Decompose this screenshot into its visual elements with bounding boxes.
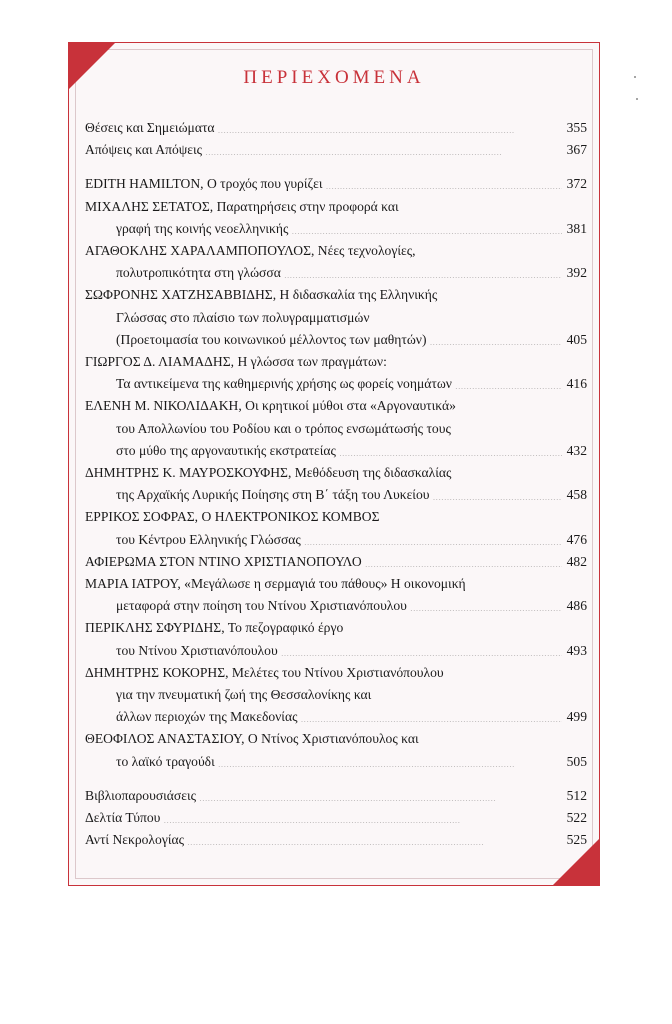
page-number: 499 — [566, 709, 587, 725]
toc-entry-line — [85, 240, 587, 262]
dot-leader — [199, 787, 562, 801]
toc-entry-line — [85, 751, 587, 773]
page-number: 522 — [566, 810, 587, 826]
dot-leader — [429, 331, 562, 345]
toc-entry-line — [85, 395, 587, 417]
contents-panel — [68, 42, 600, 886]
page-number: 367 — [566, 142, 587, 158]
toc-entry-line — [85, 329, 587, 351]
page-title: ΠΕΡΙΕΧΟΜΕΝΑ — [243, 67, 425, 88]
toc-entry-line — [85, 196, 587, 218]
dot-leader — [410, 597, 562, 611]
toc-entry-line — [85, 462, 587, 484]
toc-entry-line — [85, 807, 587, 829]
toc-entry-text: γραφή της κοινής νεοελληνικής — [116, 220, 289, 236]
toc-entry-line — [85, 662, 587, 684]
toc-entry[interactable] — [85, 617, 587, 661]
dot-leader — [291, 220, 562, 234]
toc-entry[interactable] — [85, 351, 587, 395]
toc-entry[interactable] — [85, 785, 587, 807]
toc-entry-text: Γλώσσας στο πλαίσιο των πολυγραμματισμών — [116, 309, 370, 325]
toc-entry[interactable] — [85, 829, 587, 851]
page-number: 486 — [566, 598, 587, 614]
dot-leader — [326, 175, 563, 189]
toc-entry-text: ΕΛΕΝΗ Μ. ΝΙΚΟΛΙΔΑΚΗ, Οι κρητικοί μύθοι στα «Αργοναυτικά» — [85, 398, 456, 414]
page-number: 458 — [566, 487, 587, 503]
page-number: 416 — [566, 376, 587, 392]
page-number: 355 — [566, 120, 587, 135]
toc-entry-text: ΑΦΙΕΡΩΜΑ ΣΤΟΝ ΝΤΙΝΟ ΧΡΙΣΤΙΑΝΟΠΟΥΛΟ — [85, 553, 362, 569]
section-spacer — [85, 161, 587, 173]
toc-entry-line — [85, 284, 587, 306]
toc-entry[interactable] — [85, 728, 587, 772]
toc-entry-text: Δελτία Τύπου — [85, 810, 161, 826]
toc-entry-line — [85, 551, 587, 573]
dot-leader — [187, 831, 562, 845]
toc-entry-text: Αντί Νεκρολογίας — [85, 832, 184, 848]
toc-entry-text: ΑΓΑΘΟΚΛΗΣ ΧΑΡΑΛΑΜΠΟΠΟΥΛΟΣ, Νέες τεχνολογίες, — [85, 243, 416, 259]
section-spacer — [85, 773, 587, 785]
toc-entry[interactable] — [85, 196, 587, 240]
toc-entry-line — [85, 728, 587, 750]
toc-entry[interactable] — [85, 462, 587, 506]
toc-entry-text: (Προετοιμασία του κοινωνικού μέλλοντος των μαθητών) — [116, 331, 427, 347]
toc-entry-text: το λαϊκό τραγούδι — [116, 753, 215, 769]
toc-entry-line — [85, 484, 587, 506]
toc-entry-line — [85, 706, 587, 728]
toc-entry[interactable] — [85, 173, 587, 195]
toc-entry-line — [85, 117, 587, 139]
toc-entry[interactable] — [85, 551, 587, 573]
toc-entry-text: Βιβλιοπαρουσιάσεις — [85, 787, 197, 803]
toc-entry-text: μεταφορά στην ποίηση του Ντίνου Χριστιανόπουλου — [116, 598, 407, 614]
toc-entry-text: άλλων περιοχών της Μακεδονίας — [116, 709, 298, 725]
page-number: 493 — [566, 642, 587, 658]
toc-entry-text: EDITH HAMILTON, Ο τροχός που γυρίζει — [85, 176, 323, 192]
page-number: 525 — [566, 832, 587, 848]
toc-entry-text: για την πνευματική ζωή της Θεσσαλονίκης και — [116, 687, 372, 703]
dot-leader — [339, 442, 562, 456]
page-number: 512 — [566, 787, 587, 803]
page-number: 392 — [566, 265, 587, 281]
toc-entry-line — [85, 529, 587, 551]
toc-entry-text: ΕΡΡΙΚΟΣ ΣΟΦΡΑΣ, Ο ΗΛΕΚΤΡΟΝΙΚΟΣ ΚΟΜΒΟΣ — [85, 509, 380, 525]
page-number: 372 — [566, 176, 587, 192]
page-number: 432 — [566, 442, 587, 458]
toc-entry-line — [85, 617, 587, 639]
toc-entry-line — [85, 262, 587, 284]
toc-entry[interactable] — [85, 506, 587, 550]
page-number: 405 — [566, 331, 587, 347]
toc-entry-text: ΣΩΦΡΟΝΗΣ ΧΑΤΖΗΣΑΒΒΙΔΗΣ, Η διδασκαλία της Ελληνικής — [85, 287, 438, 303]
toc-entry-text: ΘΕΟΦΙΛΟΣ ΑΝΑΣΤΑΣΙΟΥ, Ο Ντίνος Χριστιανόπουλος και — [85, 731, 419, 747]
toc-entry-line — [85, 684, 587, 706]
toc-entry-text: Θέσεις και Σημειώματα — [85, 120, 215, 135]
toc-entry-line — [85, 440, 587, 462]
toc-entry-line — [85, 785, 587, 807]
toc-entry[interactable] — [85, 139, 587, 161]
toc-entry[interactable] — [85, 807, 587, 829]
toc-entry[interactable] — [85, 573, 587, 617]
paper-speck — [634, 76, 636, 78]
dot-leader — [163, 809, 562, 823]
toc-entry-text: ΓΙΩΡΓΟΣ Δ. ΛΙΑΜΑΔΗΣ, Η γλώσσα των πραγμάτων: — [85, 354, 387, 370]
toc-entry-line — [85, 595, 587, 617]
dot-leader — [300, 708, 562, 722]
dot-leader — [284, 264, 562, 278]
toc-entry-text: Απόψεις και Απόψεις — [85, 142, 203, 158]
dot-leader — [205, 141, 562, 155]
toc-entry-line — [85, 506, 587, 528]
toc-entry-text: του Απολλωνίου του Ροδίου και ο τρόπος ενσωμάτωσής τους — [116, 420, 451, 436]
toc-entry[interactable] — [85, 117, 587, 139]
toc-entry-text: του Κέντρου Ελληνικής Γλώσσας — [116, 531, 301, 547]
toc-entry-text: της Αρχαϊκής Λυρικής Ποίησης στη Β΄ τάξη του Λυκείου — [116, 487, 430, 503]
dot-leader — [304, 531, 562, 545]
toc-entry-text: στο μύθο της αργοναυτικής εκστρατείας — [116, 442, 336, 458]
page-number: 381 — [566, 220, 587, 236]
page-number: 476 — [566, 531, 587, 547]
dot-leader — [365, 553, 562, 567]
toc-entry-line — [85, 307, 587, 329]
dot-leader — [218, 119, 562, 133]
toc-entry-line — [85, 351, 587, 373]
toc-entry[interactable] — [85, 284, 587, 351]
toc-entry-line — [85, 373, 587, 395]
toc-entry-line — [85, 418, 587, 440]
toc-entry-text: ΠΕΡΙΚΛΗΣ ΣΦΥΡΙΔΗΣ, Το πεζογραφικό έργο — [85, 620, 344, 636]
toc-entry-line — [85, 640, 587, 662]
dot-leader — [433, 486, 563, 500]
page-number: 505 — [566, 753, 587, 769]
toc-entry-text: ΜΑΡΙΑ ΙΑΤΡΟΥ, «Μεγάλωσε η σερμαγιά του πάθους» Η οικονομική — [85, 576, 466, 592]
paper-speck — [636, 98, 638, 100]
toc-entry-text: Τα αντικείμενα της καθημερινής χρήσης ως φορείς νοημάτων — [116, 376, 452, 392]
toc-entry-line — [85, 218, 587, 240]
toc-entry-text: πολυτροπικότητα στη γλώσσα — [116, 265, 281, 281]
toc-entry-line — [85, 573, 587, 595]
toc-entry-text: ΔΗΜΗΤΡΗΣ Κ. ΜΑΥΡΟΣΚΟΥΦΗΣ, Μεθόδευση της διδασκαλίας — [85, 465, 452, 481]
dot-leader — [218, 753, 562, 767]
page-number: 482 — [566, 553, 587, 569]
toc-entry-line — [85, 829, 587, 851]
toc-entry-text: ΜΙΧΑΛΗΣ ΣΕΤΑΤΟΣ, Παρατηρήσεις στην προφορά και — [85, 198, 399, 214]
toc-entry-text: ΔΗΜΗΤΡΗΣ ΚΟΚΟΡΗΣ, Μελέτες του Ντίνου Χριστιανόπουλου — [85, 664, 444, 680]
toc-entry-text: του Ντίνου Χριστιανόπουλου — [116, 642, 278, 658]
toc-entry[interactable] — [85, 395, 587, 462]
table-of-contents — [85, 117, 587, 852]
toc-entry[interactable] — [85, 662, 587, 729]
toc-entry[interactable] — [85, 240, 587, 284]
dot-leader — [281, 642, 562, 656]
toc-entry-line — [85, 139, 587, 161]
toc-entry-line — [85, 173, 587, 195]
dot-leader — [455, 375, 562, 389]
